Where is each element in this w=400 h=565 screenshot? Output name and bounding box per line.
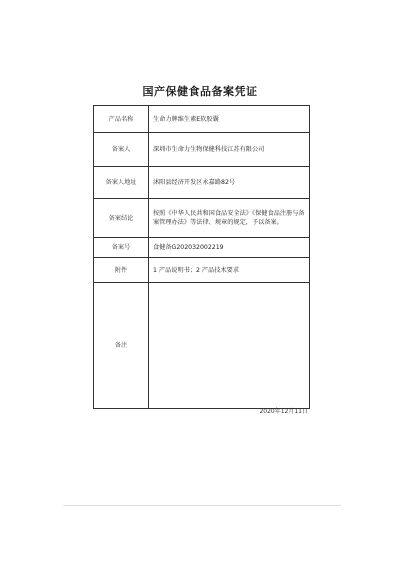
row-value: 食健备G202032002219 (149, 238, 310, 258)
row-label: 备注 (94, 283, 149, 409)
table-row-filing-number (94, 238, 310, 258)
row-value: 按照《中华人民共和国食品安全法》《保健食品注册与备案管理办法》等法律、规章的规定，予以备案。 (149, 199, 310, 238)
row-label: 备案结论 (94, 199, 149, 238)
table-row-filer-address (94, 167, 310, 199)
row-value: 1 产品说明书；2 产品技术要求 (149, 258, 310, 283)
row-value: 沭阳县经济开发区永嘉路82号 (149, 167, 310, 199)
row-label: 产品名称 (94, 106, 149, 133)
row-label: 附件 (94, 258, 149, 283)
row-value: 深圳市生命力生物保健科技江苏有限公司 (149, 133, 310, 167)
row-label: 备案人 (94, 133, 149, 167)
row-label: 备案人地址 (94, 167, 149, 199)
table-row-attachments (94, 258, 310, 283)
row-value: 生命力牌维生素E软胶囊 (149, 106, 310, 133)
row-value (149, 283, 310, 409)
table-row-conclusion (94, 199, 310, 238)
certificate-table (93, 105, 310, 409)
footer-divider (63, 505, 341, 506)
document-title: 国产保健食品备案凭证 (142, 85, 258, 98)
row-label: 备案号 (94, 238, 149, 258)
issue-date: 2020年12月11日 (259, 408, 308, 415)
table-row-remarks (94, 283, 310, 409)
table-row-filer (94, 133, 310, 167)
table-row-product-name (94, 106, 310, 133)
